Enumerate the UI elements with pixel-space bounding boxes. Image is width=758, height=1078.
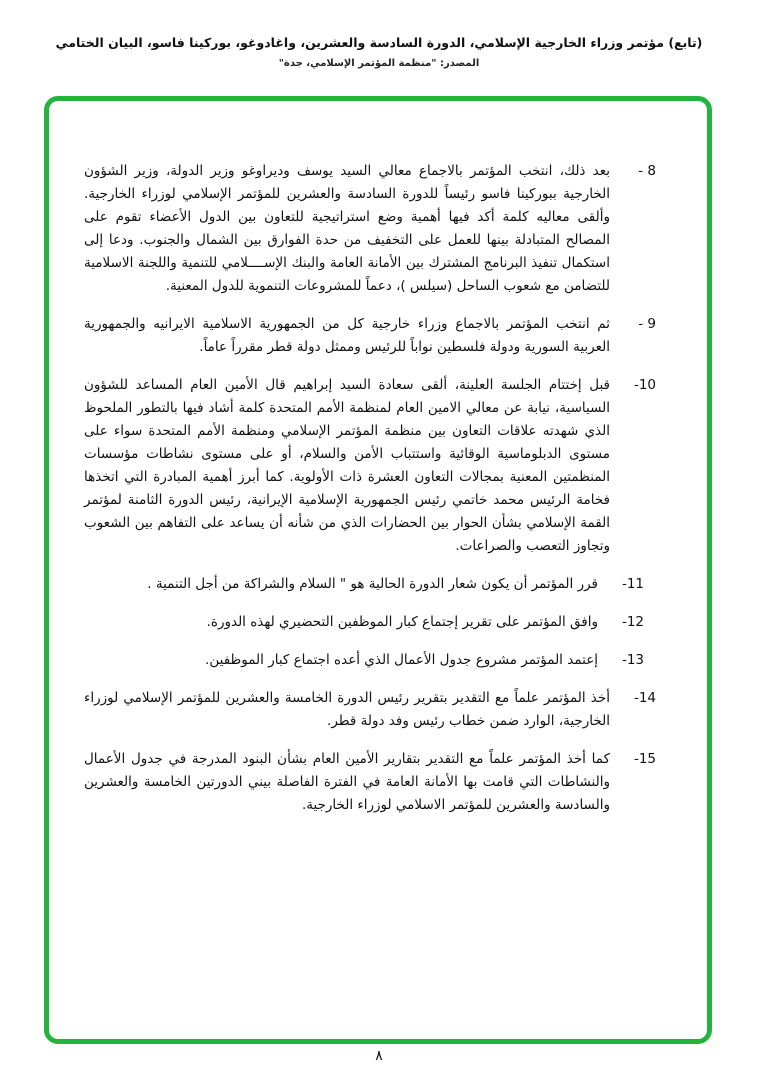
item-number: 15- [633,751,656,767]
item-text: أخذ المؤتمر علماً مع التقدير بتقرير رئيس الدورة الخامسة والعشرين للمؤتمر الإسلامي لوزراء الخارجية، الوارد ضمن خطاب رئيس وفد دولة قطر. [84,690,610,729]
item-number: 11- [621,576,644,592]
list-item-12 [84,611,656,634]
item-number: 10- [633,377,656,393]
list-item-13 [84,649,656,672]
page-number: ٨ [375,1048,383,1064]
list-item-11 [84,573,656,596]
item-text: ثم انتخب المؤتمر بالاجماع وزراء خارجية كل من الجمهورية الاسلامية الايرانيه والجمهورية العربية السورية ودولة فلسطين نواباً للرئيس وممثل دولة قطر مقرراً عاماً. [84,316,610,355]
header-source: المصدر: "منظمة المؤتمر الإسلامي، جدة" [278,58,480,69]
list-item-8 [84,160,656,298]
item-text: قبل إختتام الجلسة العلينة، ألقى سعادة السيد إبراهيم قال الأمين العام المساعد للشؤون السياسية، نيابة عن معالي الامين العام لمنظمة الأمم المتحدة كلمة أشاد فيها بالتطور الملحوظ الذي شهدته علاقات التعاون بين منظمة المؤتمر الإسلامي ومنظمة الأمم المتحدة سواء على مستوى الدبلوماسية الوقائية واستتباب الأمن والسلام، أو على مستوى نشاطات مؤسسات المنظمتين المعنية بمجالات التعاون العشرة ذات الأولوية. كما أبرز أهمية المبادرة التي اتخذها فخامة الرئيس محمد خاتمي رئيس الجمهورية الإسلامية الإيرانية، رئيس الدورة الثامنة لمؤتمر القمة الإسلامي بشأن الحوار بين الحضارات الذي من شأنه أن يساعد على التفاهم بين الشعوب وتجاوز التعصب والصراعات. [84,377,610,554]
item-number: 14- [633,690,656,706]
item-text: قرر المؤتمر أن يكون شعار الدورة الحالية هو " السلام والشراكة من أجل التنمية . [147,576,598,592]
item-number: 13- [621,652,644,668]
list-item-10 [84,374,656,558]
document-body [44,96,712,1044]
item-number: 12- [621,614,644,630]
item-text: كما أخذ المؤتمر علماً مع التقدير بتقارير الأمين العام بشأن البنود المدرجة في جدول الأعمال والنشاطات التي قامت بها الأمانة العامة في الفترة الفاصلة بيني الدورتين الخامسة والعشرين والسادسة والعشرين للمؤتمر الاسلامي لوزراء الخارجية. [84,751,610,813]
header-title: (تابع) مؤتمر وزراء الخارجية الإسلامي، الدورة السادسة والعشرين، واغادوغو، بوركينا فاسو، البيان الختامي [55,35,703,50]
item-text: إعتمد المؤتمر مشروع جدول الأعمال الذي أعده اجتماع كبار الموظفين. [205,652,598,668]
list-item-9 [84,313,656,359]
item-number: 9 - [638,316,656,332]
list-item-14 [84,687,656,733]
item-number: 8 - [638,163,656,179]
item-text: بعد ذلك، انتخب المؤتمر بالاجماع معالي السيد يوسف وديراوغو وزير الدولة، وزير الشؤون الخارجية ببوركينا فاسو رئيساً للدورة السادسة والعشرين للمؤتمر الإسلامي لوزراء الخارجية. وألقى معاليه كلمة أكد فيها أهمية وضع استراتيجية للتعاون بين الدول الأعضاء تقوم على المصالح المتبادلة بينها للعمل على التخفيف من حدة الفوارق بين الشمال والجنوب. ودعا إلى استكمال تنفيذ البرنامج المشترك بين الأمانة العامة والبنك الإســــلامي للتنمية واللجنة الاسلامية للتضامن مع شعوب الساحل (سيلس )، دعماً للمشروعات التنموية للدول المعنية. [84,163,610,294]
item-text: وافق المؤتمر على تقرير إجتماع كبار الموظفين التحضيري لهذه الدورة. [206,614,598,630]
document-header [0,34,758,69]
list-item-15 [84,748,656,817]
